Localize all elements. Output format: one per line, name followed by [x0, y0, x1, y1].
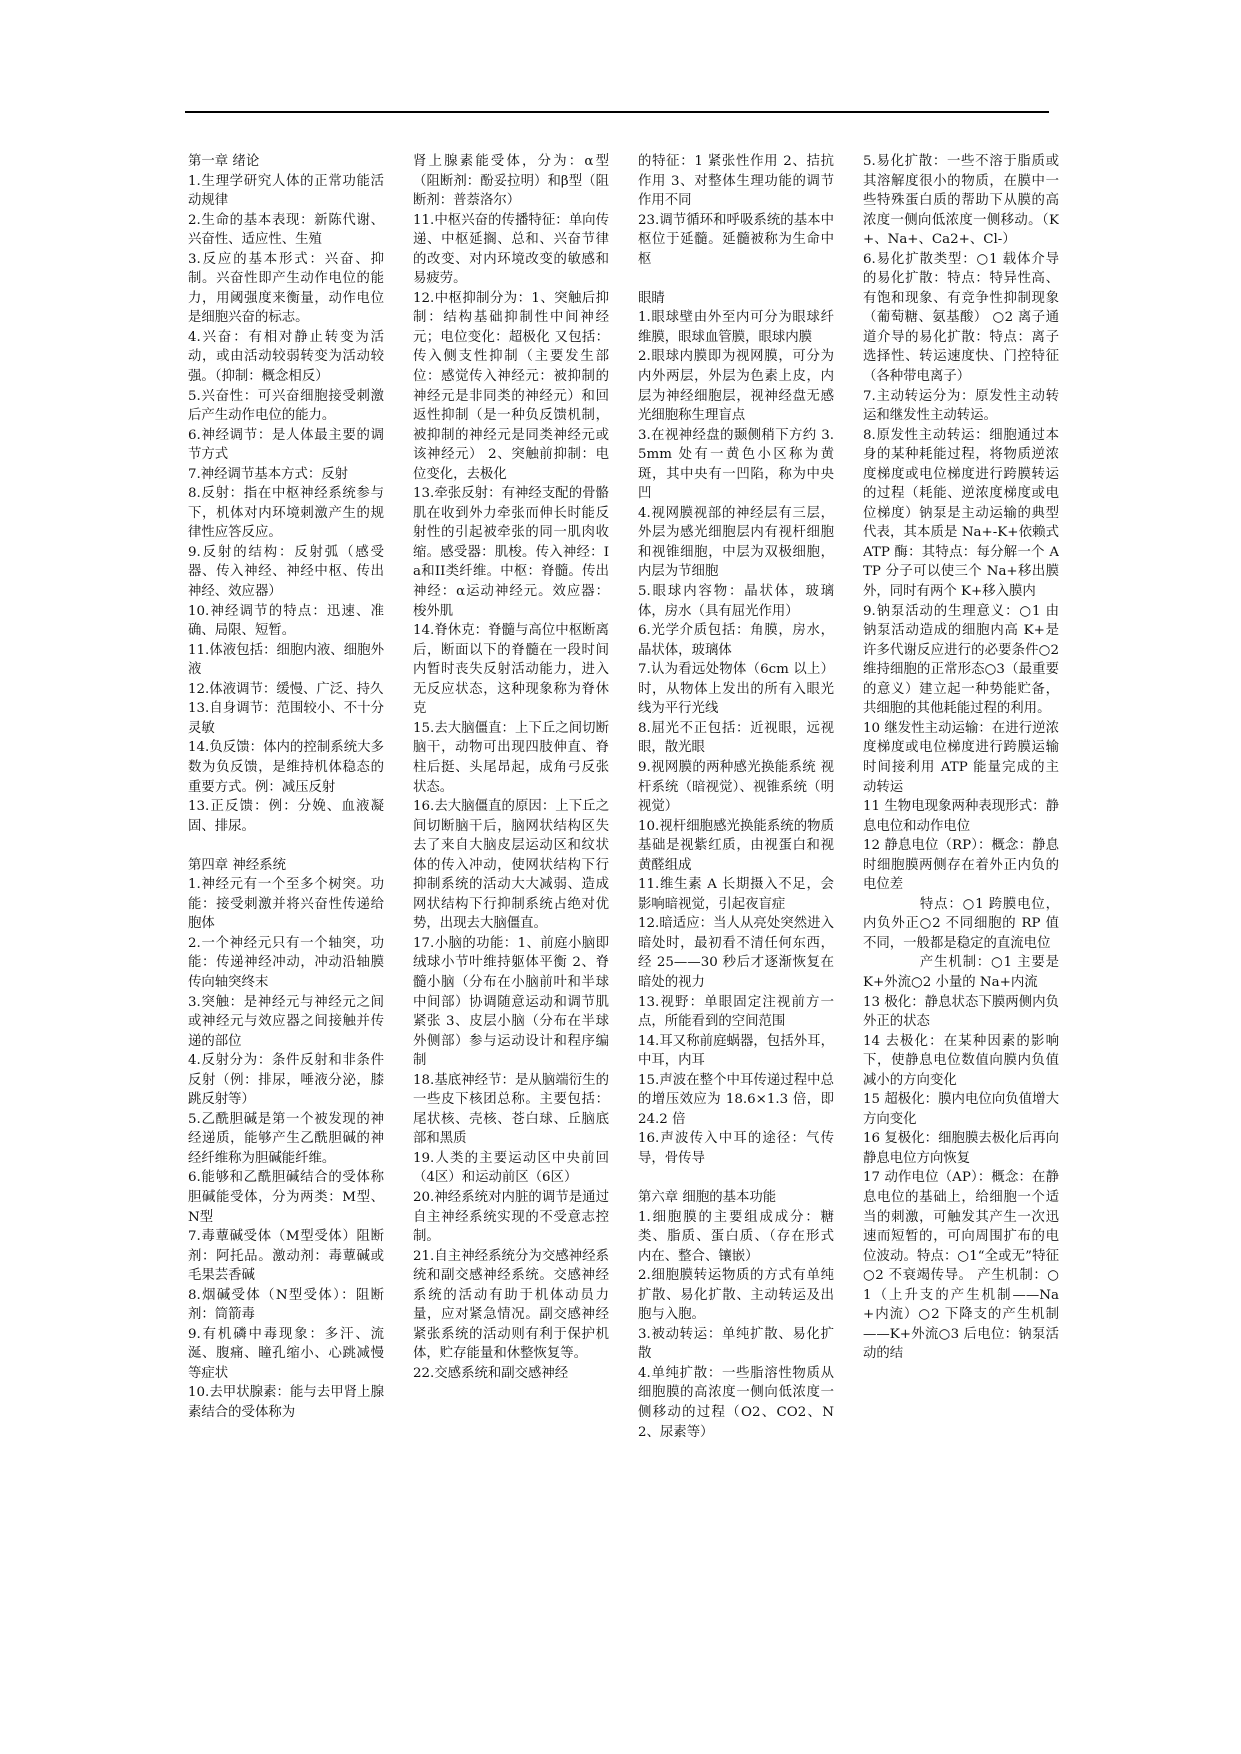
paragraph: 15 超极化：膜内电位向负值增大方向变化: [863, 1092, 1059, 1127]
paragraph: 23.调节循环和呼吸系统的基本中枢位于延髓。延髓被称为生命中枢: [638, 212, 834, 267]
paragraph: 17 动作电位（AP）：概念：在静息电位的基础上，给细胞一个适当的刺激，可触发其产生一次迅速而短暂的，可向周围扩布的电位波动。特点：○1“全或无”特征○2 不衰竭传导。 产生机制：○1（上升支的产生机制——Na+内流）○2 下降支的产生机制——K+外流○3 后电位：钠泵活动的结: [863, 1170, 1059, 1362]
text-column-1: [188, 152, 384, 1602]
text-column-3: [638, 152, 834, 1602]
paragraph: 12 静息电位（RP）：概念：静息时细胞膜两侧存在着外正内负的电位差: [863, 838, 1059, 893]
paragraph: 10 继发性主动运输：在进行逆浓度梯度或电位梯度进行跨膜运输时间接利用 ATP 能量完成的主动转运: [863, 720, 1059, 795]
paragraph: 10.去甲状腺素：能与去甲肾上腺素结合的受体称为: [188, 1385, 384, 1420]
paragraph: 9.视网膜的两种感光换能系统 视杆系统（暗视觉）、视锥系统（明视觉）: [638, 759, 834, 815]
paragraph: 2.眼球内膜即为视网膜，可分为内外两层，外层为色素上皮，内层为神经细胞层，视神经盘无感光细胞称生理盲点: [638, 349, 834, 424]
paragraph: 15.去大脑僵直：上下丘之间切断脑干，动物可出现四肢伸直、脊柱后挺、头尾昂起，成角弓反张状态。: [413, 720, 609, 795]
paragraph: 1.生理学研究人体的正常功能活动规律: [188, 173, 384, 209]
paragraph: 12.暗适应：当人从亮处突然进入暗处时，最初看不清任何东西，经 25——30 秒后才逐渐恢复在暗处的视力: [638, 916, 834, 990]
paragraph: 9.有机磷中毒现象：多汗、流涎、腹痛、瞳孔缩小、心跳减慢等症状: [188, 1326, 384, 1381]
paragraph: 10.视杆细胞感光换能系统的物质基础是视紫红质，由视蛋白和视黄醛组成: [638, 818, 834, 873]
paragraph: 13 极化：静息状态下膜两侧内负外正的状态: [863, 994, 1059, 1030]
paragraph: 4.视网膜视部的神经层有三层，外层为感光细胞层内有视杆细胞和视锥细胞，中层为双极细胞，内层为节细胞: [638, 505, 834, 580]
paragraph: 1.神经元有一个至多个树突。功能：接受刺激并将兴奋性传递给胞体: [188, 877, 384, 932]
paragraph: 特点：○1 跨膜电位，内负外正○2 不同细胞的 RP 值不同，一般都是稳定的直流电位: [863, 896, 1059, 951]
paragraph: 眼睛: [638, 290, 665, 306]
paragraph: 22.交感系统和副交感神经: [413, 1365, 569, 1381]
paragraph: 20.神经系统对内脏的调节是通过自主神经系统实现的不受意志控制。: [413, 1189, 609, 1245]
paragraph: 2.细胞膜转运物质的方式有单纯扩散、易化扩散、主动转运及出胞与入胞。: [638, 1268, 834, 1323]
paragraph: 13.视野：单眼固定注视前方一点，所能看到的空间范围: [638, 994, 834, 1030]
paragraph: 16.声波传入中耳的途径：气传导，骨传导: [638, 1131, 834, 1166]
paragraph: 5.乙酰胆碱是第一个被发现的神经递质，能够产生乙酰胆碱的神经纤维称为胆碱能纤维。: [188, 1111, 384, 1166]
paragraph: 9.钠泵活动的生理意义：○1 由钠泵活动造成的细胞内高 K+是许多代谢反应进行的必要条件○2 维持细胞的正常形态○3（最重要的意义）建立起一种势能贮备，共细胞的其他耗能过程的利用。: [863, 603, 1059, 717]
paragraph: 11.中枢兴奋的传播特征：单向传递、中枢延搁、总和、兴奋节律的改变、对内环境改变的敏感和易疲劳。: [413, 212, 609, 287]
header-rule: [185, 111, 1049, 113]
paragraph: 16.去大脑僵直的原因：上下丘之间切断脑干后，脑网状结构区失去了来自大脑皮层运动区和纹状体的传入冲动，使网状结构下行抑制系统的活动大大减弱、造成网状结构下行抑制系统占绝对优势，出现去大脑僵直。: [413, 799, 609, 932]
paragraph: 8.反射：指在中枢神经系统参与下，机体对内环境刺激产生的规律性应答反应。: [188, 486, 384, 541]
paragraph: 14 去极化：在某种因素的影响下，使静息电位数值向膜内负值减小的方向变化: [863, 1033, 1059, 1088]
paragraph: 第六章 细胞的基本功能: [638, 1189, 777, 1205]
paragraph: 15.声波在整个中耳传递过程中总的增压效应为 18.6×1.3 倍，即 24.2 倍: [638, 1072, 834, 1127]
paragraph: 17.小脑的功能：1、前庭小脑即绒球小节叶维持躯体平衡 2、脊髓小脑（分布在小脑前叶和半球中间部）协调随意运动和调节肌紧张 3、皮层小脑（分布在半球外侧部）参与运动设计和程序编制: [413, 935, 609, 1069]
paragraph: 19.人类的主要运动区中央前回（4区）和运动前区（6区）: [413, 1150, 609, 1186]
paragraph: 4.单纯扩散：一些脂溶性物质从细胞膜的高浓度一侧向低浓度一侧移动的过程（O2、CO2、N2、尿素等）: [638, 1365, 834, 1440]
paragraph: 2.一个神经元只有一个轴突，功能：传递神经冲动，冲动沿轴膜传向轴突终末: [188, 935, 384, 990]
paragraph: 12.中枢抑制分为：1、突触后抑制：结构基础抑制性中间神经元；电位变化：超极化 又包括：传入侧支性抑制（主要发生部位：感觉传入神经元：被抑制的神经元是非同类的神经元）和回返性抑制（是一种负反馈机制，被抑制的神经元是同类神经元或该神经元） 2、突触前抑制：电位变化，去极化: [413, 290, 609, 482]
paragraph: 9.反射的结构：反射弧（感受器、传入神经、神经中枢、传出神经、效应器）: [188, 544, 384, 600]
paragraph: 5.易化扩散：一些不溶于脂质或其溶解度很小的物质，在膜中一些特殊蛋白质的帮助下从膜的高浓度一侧向低浓度一侧移动。（K+、Na+、Ca2+、Cl-）: [863, 154, 1059, 248]
paragraph: 11.体液包括：细胞内液、细胞外液: [188, 642, 384, 678]
paragraph: 4.兴奋：有相对静止转变为活动，或由活动较弱转变为活动较强。（抑制：概念相反）: [188, 329, 384, 385]
paragraph: 14.脊休克：脊髓与高位中枢断离后，断面以下的脊髓在一段时间内暂时丧失反射活动能力，进入无反应状态，这种现象称为脊休克: [413, 623, 609, 717]
paragraph: 1.细胞膜的主要组成成分：糖类、脂质、蛋白质、（存在形式 内在、整合、镶嵌）: [638, 1209, 834, 1264]
text-column-2: [413, 152, 609, 1602]
paragraph: 8.原发性主动转运：细胞通过本身的某种耗能过程，将物质逆浓度梯度或电位梯度进行跨膜转运的过程（耗能、逆浓度梯度或电位梯度）钠泵是主动运输的典型代表，其本质是 Na+-K+依赖式 ATP 酶：其特点：每分解一个 ATP 分子可以使三个 Na+移出膜外，同时有两个 K+移入膜内: [863, 427, 1059, 600]
paragraph: 11 生物电现象两种表现形式：静息电位和动作电位: [863, 799, 1059, 834]
paragraph: 的特征：1 紧张性作用 2、拮抗作用 3、对整体生理功能的调节作用不同: [638, 154, 834, 209]
paragraph: 6.易化扩散类型：○1 载体介导的易化扩散：特点：特异性高、有饱和现象、有竞争性抑制现象（葡萄糖、氨基酸） ○2 离子通道介导的易化扩散：特点：离子选择性、转运速度快、门控特征（各种带电离子）: [863, 251, 1059, 385]
paragraph: 13.自身调节：范围较小、不十分灵敏: [188, 701, 384, 736]
paragraph: 7.毒蕈碱受体（M型受体）阻断剂：阿托品。激动剂：毒蕈碱或毛果芸香碱: [188, 1229, 384, 1284]
paragraph: 肾上腺素能受体，分为：α型（阻断剂：酚妥拉明）和β型（阻断剂：普萘洛尔）: [413, 154, 609, 209]
paragraph: 第一章 绪论: [188, 154, 260, 169]
paragraph: 8.烟碱受体（N型受体）：阻断剂：筒箭毒: [188, 1287, 384, 1323]
paragraph: 13.正反馈：例：分娩、血液凝固、排尿。: [188, 799, 384, 834]
paragraph: 第四章 神经系统: [188, 857, 286, 873]
paragraph: 16 复极化：细胞膜去极化后再向静息电位方向恢复: [863, 1131, 1059, 1166]
paragraph: 3.在视神经盘的颞侧稍下方约 3.5mm 处有一黄色小区称为黄斑，其中央有一凹陷，称为中央凹: [638, 427, 834, 502]
paragraph: 7.神经调节基本方式：反射: [188, 466, 349, 482]
paragraph: 7.主动转运分为：原发性主动转运和继发性主动转运。: [863, 388, 1059, 424]
text-column-4: [863, 152, 1059, 1602]
paragraph: 21.自主神经系统分为交感神经系统和副交感神经系统。交感神经系统的活动有助于机体动员力量，应对紧急情况。副交感神经紧张系统的活动则有利于保护机体，贮存能量和休整恢复等。: [413, 1248, 609, 1362]
paragraph: 11.维生素 A 长期摄入不足，会影响暗视觉，引起夜盲症: [638, 877, 834, 912]
paragraph: 14.负反馈：体内的控制系统大多数为负反馈，是维持机体稳态的重要方式。例：减压反射: [188, 740, 384, 795]
paragraph: 2.生命的基本表现：新陈代谢、兴奋性、适应性、生殖: [188, 212, 384, 248]
paragraph: 18.基底神经节：是从脑端衍生的一些皮下核团总称。主要包括：尾状核、壳核、苍白球、丘脑底部和黑质: [413, 1072, 609, 1147]
paragraph: 6.神经调节：是人体最主要的调节方式: [188, 427, 384, 463]
paragraph: 5.眼球内容物：晶状体，玻璃体，房水（具有屈光作用）: [638, 584, 834, 619]
paragraph: 5.兴奋性：可兴奋细胞接受刺激后产生动作电位的能力。: [188, 388, 384, 424]
paragraph: 14.耳又称前庭蜗器，包括外耳，中耳，内耳: [638, 1033, 834, 1069]
paragraph: 3.被动转运：单纯扩散、易化扩散: [638, 1326, 834, 1362]
paragraph: 10.神经调节的特点：迅速、准确、局限、短暂。: [188, 603, 384, 639]
paragraph: 1.眼球壁由外至内可分为眼球纤维膜，眼球血管膜，眼球内膜: [638, 310, 834, 345]
paragraph: 3.突触：是神经元与神经元之间或神经元与效应器之间接触并传递的部位: [188, 994, 384, 1049]
paragraph: 3.反应的基本形式：兴奋、抑制。兴奋性即产生动作电位的能力，用阈强度来衡量，动作电位是细胞兴奋的标志。: [188, 251, 384, 326]
paragraph: 6.光学介质包括：角膜，房水，晶状体，玻璃体: [638, 623, 834, 658]
paragraph: 4.反射分为：条件反射和非条件反射（例：排尿，唾液分泌，膝跳反射等）: [188, 1053, 384, 1108]
paragraph: 12.体液调节：缓慢、广泛、持久: [188, 681, 384, 697]
paragraph: 13.牵张反射：有神经支配的骨骼肌在收到外力牵张而伸长时能反射性的引起被牵张的同一肌肉收缩。感受器：肌梭。传入神经：Ia和II类纤维。中枢：脊髓。传出神经：α运动神经元。效应器：梭外肌: [413, 486, 609, 619]
paragraph: 8.屈光不正包括：近视眼，远视眼，散光眼: [638, 720, 834, 756]
paragraph: 7.认为看远处物体（6cm 以上）时，从物体上发出的所有入眼光线为平行光线: [638, 662, 834, 717]
paragraph: 产生机制：○1 主要是 K+外流○2 小量的 Na+内流: [863, 955, 1059, 990]
paragraph: 6.能够和乙酰胆碱结合的受体称胆碱能受体，分为两类：M型、N型: [188, 1170, 384, 1225]
